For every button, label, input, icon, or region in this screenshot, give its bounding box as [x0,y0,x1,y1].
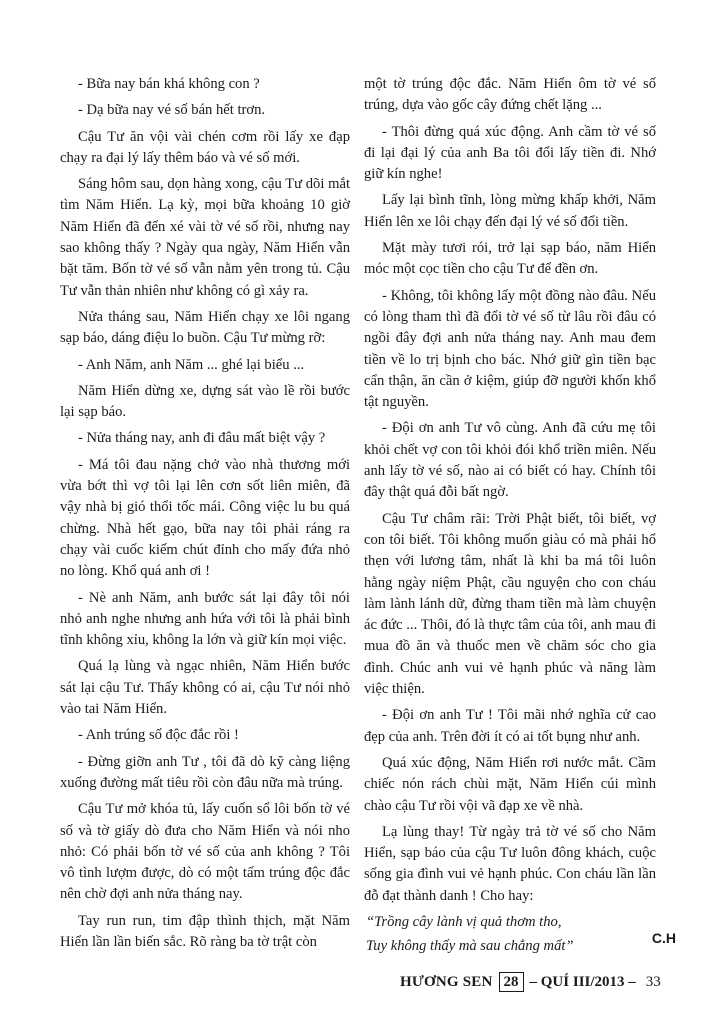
paragraph: Cậu Tư châm rãi: Trời Phật biết, tôi biết, vợ con tôi biết. Tôi không muốn giàu có mà phải hổ thẹn với lương tâm, nhất là khi ba má tôi luôn hằng ngày niệm Phật, cầu nguyện cho con cháu làm lành lánh dữ, đừng tham tiền mà làm chuyện ác đức ... Thôi, đó là thực tâm của tôi, anh mau đi mua đồ ăn và thuốc men về chăm sóc cho gia đình. Chúc anh vui vẻ hạnh phúc và năng làm việc thiện. [364,510,656,698]
paragraph: - Anh Năm, anh Năm ... ghé lại biểu ... [78,356,305,373]
paragraph: - Nửa tháng nay, anh đi đâu mất biệt vậy ? [78,430,326,447]
paragraph: Mặt mày tươi rói, trở lại sạp báo, năm Hiển móc một cọc tiền cho cậu Tư để đền ơn. [364,240,656,278]
author-signature: C.H [651,930,676,946]
paragraph-continuation: một tờ trúng độc đắc. Năm Hiển ôm tờ vé số trúng, dựa vào gốc cây đứng chết lặng ... [364,76,656,114]
paragraph: - Không, tôi không lấy một đồng nào đâu. Nếu có lòng tham thì đã đổi tờ vé số từ lâu rồi đâu có ngồi đây đợi anh nửa tháng nay. Anh mau đem tiền về lo trị bịnh cho bác. Nhớ giữ gìn tiền bạc cẩn thận, ăn cần ở kiệm, giúp đỡ người khốn khổ tật nguyền. [364,287,656,411]
paragraph: Lấy lại bình tĩnh, lòng mừng khấp khởi, Năm Hiển lên xe lôi chạy đến đại lý vé số đổi tiền. [364,192,656,230]
paragraph: Cậu Tư mở khóa tủ, lấy cuốn sổ lôi bốn tờ vé số và tờ giấy dò đưa cho Năm Hiển và nói nho nhỏ: Có phải bốn tờ vé số của anh không ? Tôi vô tình lượm được, dò có một tấm trúng độc đắc nên chờ đợi anh nửa tháng nay. [60,801,350,903]
page-footer [400,972,670,992]
verse-line: “Trồng cây lành vị quả thơm tho, [366,913,562,930]
left-column [60,74,350,958]
paragraph: - Đừng giỡn anh Tư , tôi đã dò kỹ càng liệng xuống đường mất tiêu rồi còn đâu nữa mà trúng. [60,753,350,791]
issue-number: 28 [499,972,524,992]
paragraph: Quá xúc động, Năm Hiển rơi nước mắt. Cầm chiếc nón rách chùi mặt, Năm Hiển cúi mình chào cậu Tư rồi vội vã đạp xe về nhà. [364,754,656,814]
paragraph: - Nè anh Năm, anh bước sát lại đây tôi nói nhỏ anh nghe nhưng anh hứa với tôi là phải bình tĩnh không xỉu, không la lớn và giữ kín mọi việc. [60,589,350,649]
paragraph: - Dạ bữa nay vé số bán hết trơn. [78,102,266,119]
right-column [364,74,656,961]
paragraph: - Đội ơn anh Tư ! Tôi mãi nhớ nghĩa cử cao đẹp của anh. Trên đời ít có ai tốt bụng như anh. [364,707,656,745]
magazine-name: HƯƠNG SEN [400,973,493,990]
paragraph: Cậu Tư ăn vội vài chén cơm rồi lấy xe đạp chạy ra đại lý lấy thêm báo và vé số mới. [60,128,350,166]
paragraph: - Bữa nay bán khá không con ? [78,76,260,92]
paragraph: Lạ lùng thay! Từ ngày trả tờ vé số cho Năm Hiển, sạp báo của cậu Tư luôn đông khách, cuộc sống gia đình vui vẻ hạnh phúc. Con cháu lần lần đỗ đạt thành danh ! Cho hay: [364,823,656,904]
paragraph: Tay run run, tim đập thình thịch, mặt Năm Hiển lần lần biến sắc. Rõ ràng ba tờ trật còn [60,912,350,950]
paragraph: - Má tôi đau nặng chở vào nhà thương mới vừa bớt thì vợ tôi lại lên cơn sốt liên miên, đã vậy nhà bị gió thổi tốc mái. Công việc lu bu quá chừng. Nhà hết gạo, bữa nay tôi phải ráng ra chạy vài cuốc kiếm chút đỉnh cho mấy đứa nhỏ no lòng. Khổ quá anh ơi ! [60,456,350,580]
paragraph: - Anh trúng số độc đắc rồi ! [78,727,239,744]
paragraph: - Đội ơn anh Tư vô cùng. Anh đã cứu mẹ tôi khỏi chết vợ con tôi khỏi đói khổ triền miên. Nếu anh lấy tờ vé số, nào ai có biết có hay. Chính tôi đây thật quá đỗi bất ngờ. [364,420,656,501]
issue-quarter: – QUÍ III/2013 – [529,973,636,990]
paragraph: Năm Hiển dừng xe, dựng sát vào lề rồi bước lại sạp báo. [60,382,350,421]
paragraph: Quá lạ lùng và ngạc nhiên, Năm Hiển bước sát lại cậu Tư. Thấy không có ai, cậu Tư nói nhỏ vào tai Năm Hiển. [60,658,350,718]
paragraph: Sáng hôm sau, dọn hàng xong, cậu Tư dõi mắt tìm Năm Hiển. Lạ kỳ, mọi bữa khoảng 10 giờ Năm Hiển đã đến xé vài tờ vé số rồi, nhưng nay sao không thấy ? Ngày qua ngày, Năm Hiển vẫn bặt tăm. Bốn tờ vé số vẫn nằm yên trong tủ. Cậu Tư vẫn thản nhiên như không có gì xảy ra. [60,176,350,299]
paragraph: - Thôi đừng quá xúc động. Anh cầm tờ vé số đi lại đại lý của anh Ba tôi đổi lấy tiền đi. Nhớ giữ kín nghe! [364,123,656,183]
paragraph: Nửa tháng sau, Năm Hiển chạy xe lôi ngang sạp báo, dáng điệu lo buồn. Cậu Tư mừng rỡ: [60,308,350,347]
page-number: 33 [645,973,661,990]
verse-line: Tuy không thấy mà sau chẳng mất” [366,938,574,955]
